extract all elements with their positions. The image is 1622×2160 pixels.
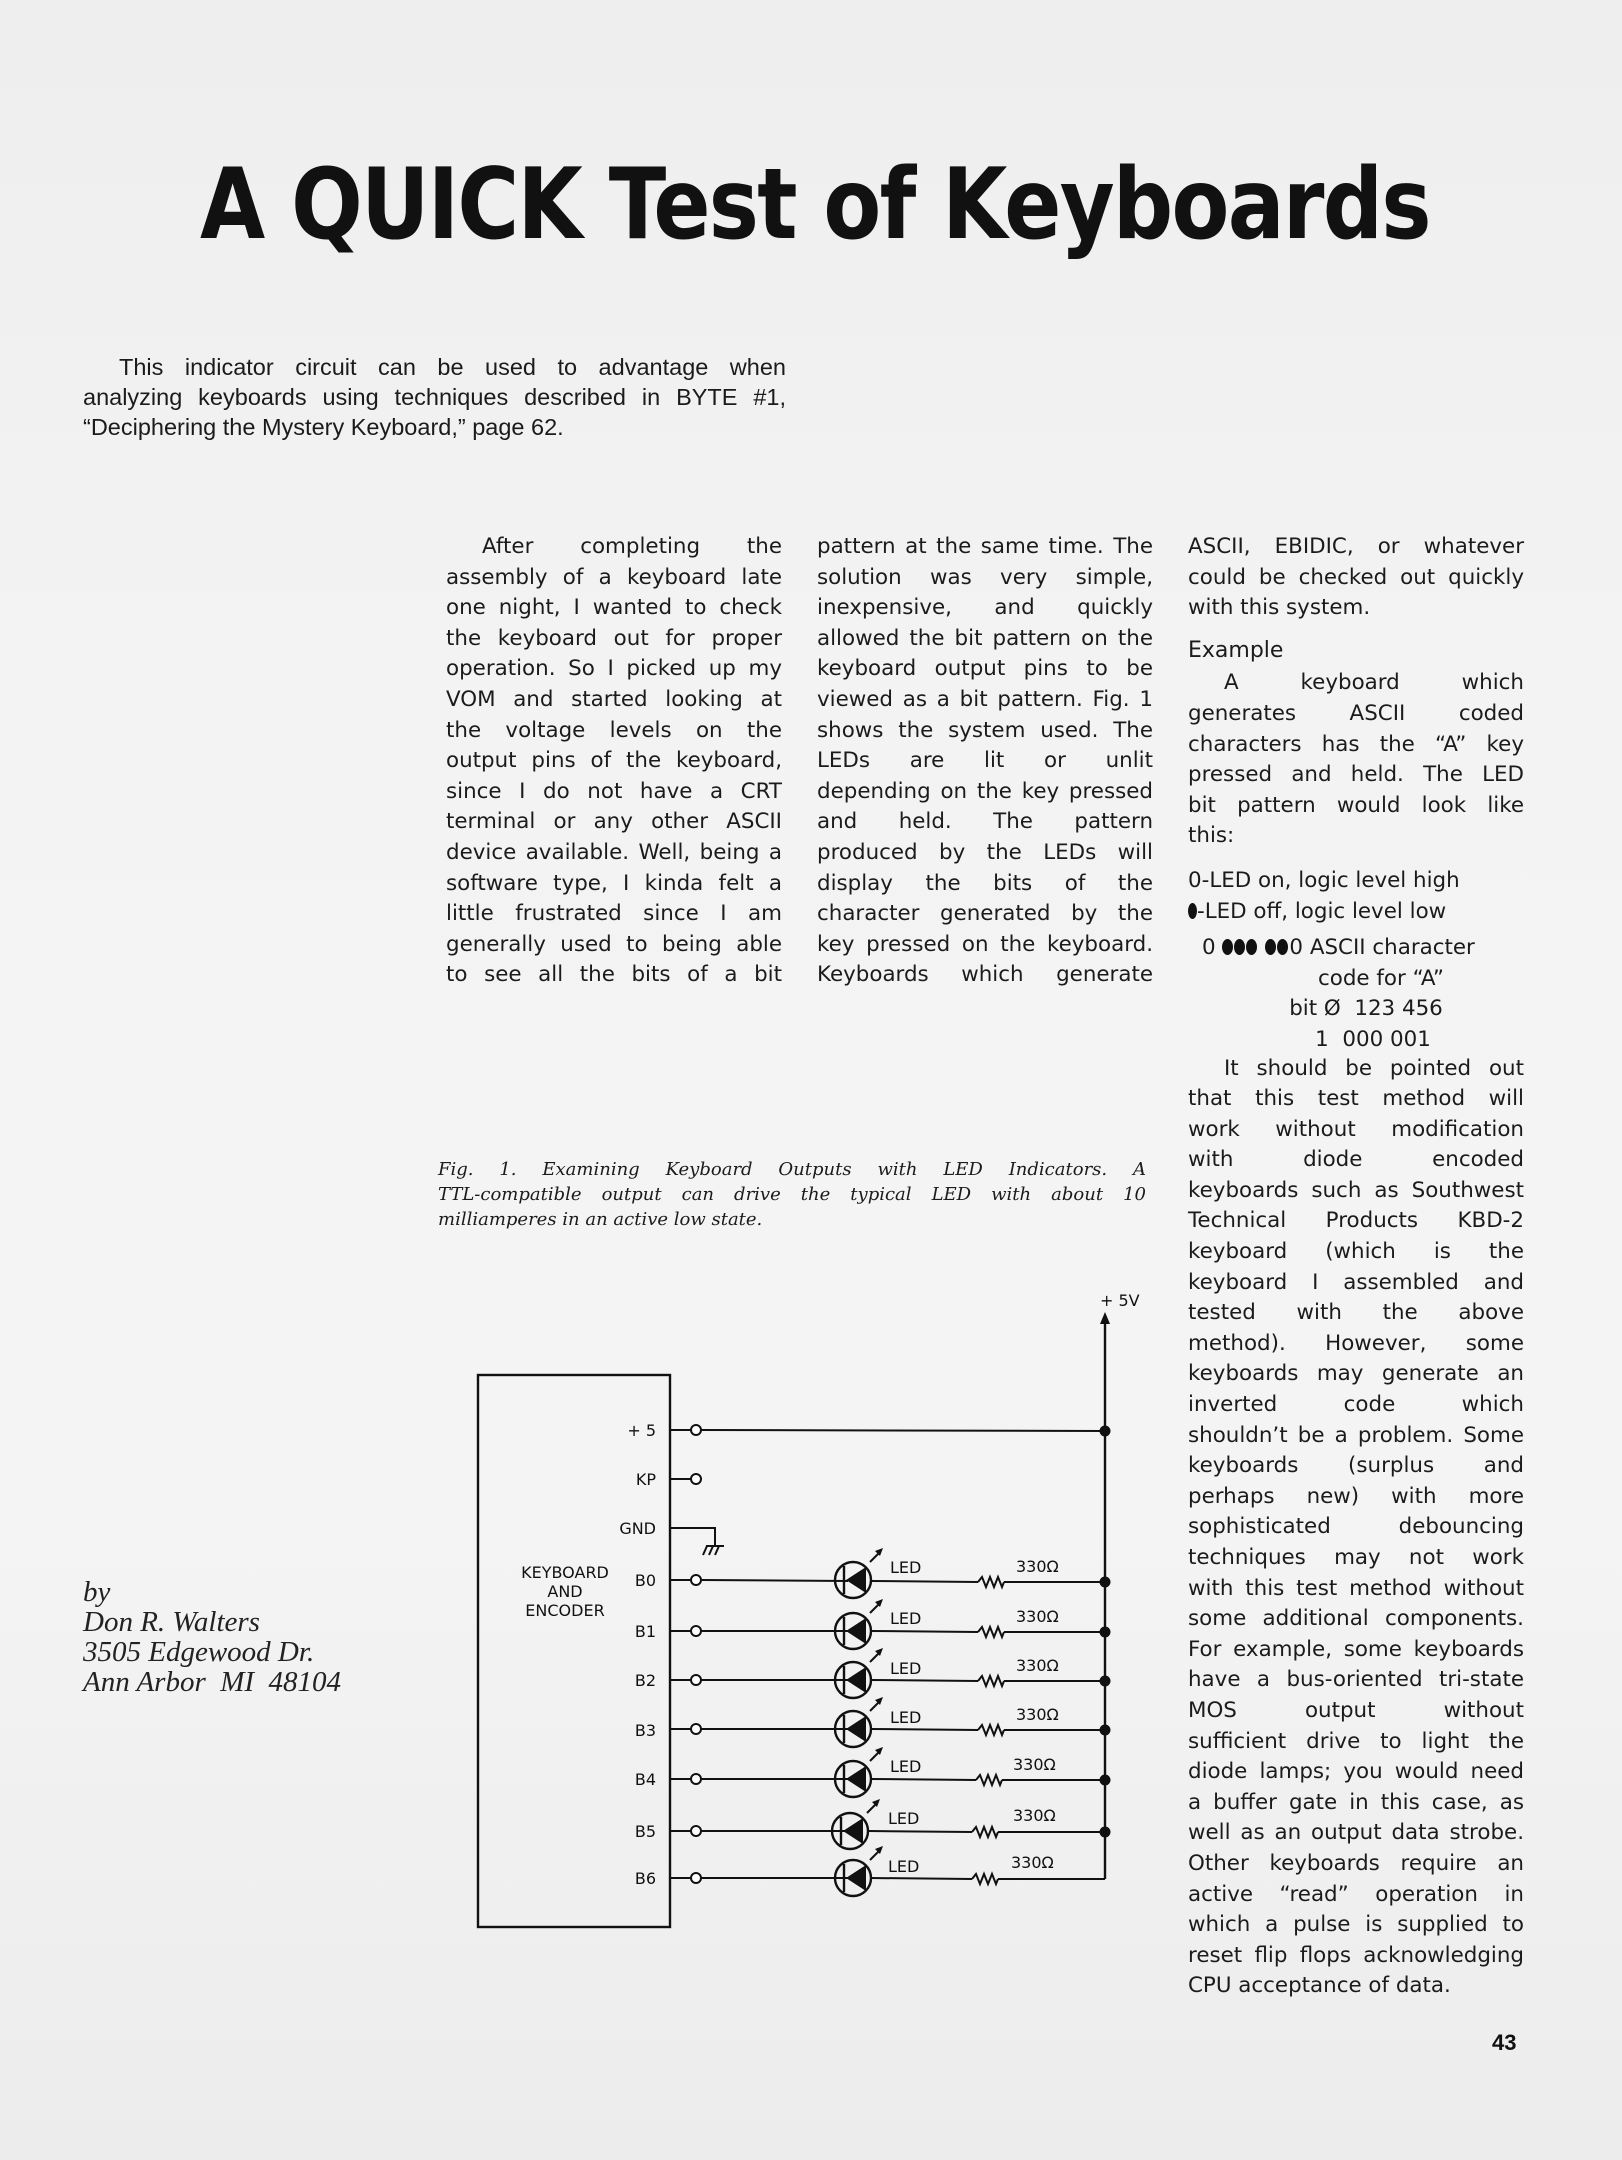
resistor-icon bbox=[972, 1827, 998, 1837]
intro-line: This indicator circuit can be used to advantage when bbox=[119, 354, 786, 380]
led-icon bbox=[835, 1747, 883, 1797]
text-line: MOS output without bbox=[1188, 1697, 1524, 1723]
text-line: Technical Products KBD-2 bbox=[1188, 1208, 1524, 1234]
text-line: to see all the bits of a bit bbox=[446, 962, 782, 988]
text-line: shows the system used. The bbox=[817, 717, 1153, 743]
text-line: techniques may not work bbox=[1188, 1545, 1524, 1570]
svg-text:B5: B5 bbox=[634, 1822, 656, 1841]
led-legend bbox=[1188, 866, 1524, 927]
bit-row-b0 bbox=[635, 1548, 1111, 1598]
svg-text:LED: LED bbox=[890, 1609, 922, 1628]
bit-row-b2 bbox=[635, 1648, 1111, 1698]
svg-text:B4: B4 bbox=[634, 1770, 656, 1789]
text-line: pattern at the same time. The bbox=[817, 534, 1153, 559]
text-line: since I do not have a CRT bbox=[446, 778, 782, 804]
text-line: perhaps new) with more bbox=[1188, 1483, 1524, 1509]
svg-text:B1: B1 bbox=[634, 1622, 656, 1641]
text-line: have a bus-oriented tri-state bbox=[1188, 1667, 1524, 1693]
svg-text:330Ω: 330Ω bbox=[1016, 1607, 1059, 1626]
text-line: assembly of a keyboard late bbox=[446, 564, 782, 590]
text-line: sufficient drive to light the bbox=[1188, 1728, 1524, 1754]
page-number: 43 bbox=[1492, 2030, 1517, 2055]
bit-row-b6 bbox=[635, 1846, 1105, 1896]
svg-text:B6: B6 bbox=[634, 1869, 656, 1888]
block-label: AND bbox=[547, 1582, 583, 1601]
bit-row-b3 bbox=[635, 1697, 1111, 1747]
byline-by: by bbox=[83, 1576, 111, 1608]
text-line: keyboard I assembled and bbox=[1188, 1269, 1524, 1295]
led-icon bbox=[835, 1697, 883, 1747]
text-line: one night, I wanted to check bbox=[446, 595, 782, 621]
text-line: viewed as a bit pattern. Fig. 1 bbox=[817, 686, 1153, 712]
text-line: inexpensive, and quickly bbox=[817, 595, 1153, 621]
text-line: LEDs are lit or unlit bbox=[817, 748, 1153, 774]
text-line: some additional components. bbox=[1188, 1606, 1524, 1632]
author-street: 3505 Edgewood Dr. bbox=[83, 1636, 315, 1668]
text-line: which a pulse is supplied to bbox=[1188, 1912, 1524, 1938]
text-line: CPU acceptance of data. bbox=[1188, 1973, 1451, 1999]
text-line: keyboard (which is the bbox=[1188, 1239, 1524, 1265]
led-icon bbox=[835, 1846, 883, 1896]
text-line: the keyboard out for proper bbox=[446, 625, 782, 651]
text-line: VOM and started looking at bbox=[446, 686, 782, 712]
svg-text:330Ω: 330Ω bbox=[1016, 1705, 1059, 1724]
text-line: tested with the above bbox=[1188, 1300, 1524, 1326]
caption-line: Fig. 1. Examining Keyboard Outputs with LED Indicators. A bbox=[438, 1159, 1146, 1180]
text-line: keyboards may generate an bbox=[1188, 1361, 1524, 1387]
body-column-3 bbox=[1188, 532, 1524, 2002]
supply-label: + 5V bbox=[1100, 1291, 1140, 1310]
bit-header: bit Ø 123 456 bbox=[1289, 996, 1443, 1022]
text-line: It should be pointed out bbox=[1224, 1055, 1524, 1081]
text-line: Keyboards which generate bbox=[817, 962, 1153, 988]
body-column-1 bbox=[446, 532, 782, 991]
text-line: that this test method will bbox=[1188, 1086, 1524, 1112]
text-line: bit pattern would look like bbox=[1188, 792, 1524, 818]
text-line: generates ASCII coded bbox=[1188, 700, 1524, 726]
led-icon bbox=[832, 1799, 880, 1849]
resistor-icon bbox=[976, 1775, 1002, 1785]
filled-dot-icon bbox=[1265, 939, 1276, 955]
figure-caption bbox=[438, 1157, 1146, 1232]
text-line: with diode encoded bbox=[1188, 1147, 1524, 1173]
text-line: A keyboard which bbox=[1224, 670, 1524, 696]
filled-dot-icon bbox=[1188, 903, 1197, 919]
led-icon bbox=[835, 1599, 883, 1649]
svg-text:330Ω: 330Ω bbox=[1013, 1755, 1056, 1774]
text-line: keyboards (surplus and bbox=[1188, 1453, 1524, 1479]
text-line: device available. Well, being a bbox=[446, 839, 782, 865]
block-label: ENCODER bbox=[525, 1601, 605, 1620]
resistor-icon bbox=[978, 1725, 1004, 1735]
body-column-2 bbox=[817, 532, 1153, 991]
svg-text:B3: B3 bbox=[634, 1721, 656, 1740]
filled-dot-icon bbox=[1246, 939, 1257, 955]
svg-text:330Ω: 330Ω bbox=[1016, 1557, 1059, 1576]
text-line: terminal or any other ASCII bbox=[446, 809, 782, 835]
text-line: sophisticated debouncing bbox=[1188, 1514, 1524, 1540]
svg-text:GND: GND bbox=[619, 1519, 656, 1538]
text-line: produced by the LEDs will bbox=[817, 839, 1153, 865]
text-line: character generated by the bbox=[817, 901, 1153, 927]
resistor-icon bbox=[978, 1577, 1004, 1587]
byline bbox=[83, 1577, 341, 1697]
svg-text:LED: LED bbox=[888, 1809, 920, 1828]
text-line: this: bbox=[1188, 823, 1235, 849]
svg-text:LED: LED bbox=[890, 1757, 922, 1776]
text-line: inverted code which bbox=[1188, 1392, 1524, 1418]
text-line: display the bits of the bbox=[817, 870, 1153, 896]
text-line: could be checked out quickly bbox=[1188, 564, 1524, 590]
code-for-line: code for “A” bbox=[1318, 965, 1444, 991]
svg-text:330Ω: 330Ω bbox=[1011, 1853, 1054, 1872]
section-heading-example: Example bbox=[1188, 637, 1284, 663]
resistor-icon bbox=[972, 1874, 998, 1884]
text-line: diode lamps; you would need bbox=[1188, 1759, 1524, 1785]
resistor-icon bbox=[978, 1627, 1004, 1637]
text-line: allowed the bit pattern on the bbox=[817, 625, 1153, 651]
arrow-up-icon bbox=[1100, 1312, 1110, 1324]
text-line: reset flip flops acknowledging bbox=[1188, 1942, 1524, 1968]
filled-dot-icon bbox=[1277, 939, 1288, 955]
text-line: shouldn’t be a problem. Some bbox=[1188, 1422, 1524, 1448]
text-line: method). However, some bbox=[1188, 1330, 1524, 1356]
led-icon bbox=[835, 1648, 883, 1698]
svg-text:330Ω: 330Ω bbox=[1013, 1806, 1056, 1825]
filled-dot-icon bbox=[1234, 939, 1245, 955]
resistor-icon bbox=[978, 1676, 1004, 1686]
ground-icon bbox=[703, 1546, 724, 1555]
circuit-diagram bbox=[460, 1270, 1160, 1950]
svg-text:LED: LED bbox=[890, 1558, 922, 1577]
text-line: a buffer gate in this case, as bbox=[1188, 1789, 1524, 1815]
svg-text:B2: B2 bbox=[634, 1671, 656, 1690]
svg-text:LED: LED bbox=[890, 1659, 922, 1678]
text-line: the voltage levels on the bbox=[446, 717, 782, 743]
svg-text:LED: LED bbox=[888, 1857, 920, 1876]
caption-line: TTL-compatible output can drive the typical LED with about 10 bbox=[438, 1184, 1146, 1205]
filled-dot-icon bbox=[1222, 939, 1233, 955]
intro-line: “Deciphering the Mystery Keyboard,” page 62. bbox=[83, 414, 564, 440]
intro-paragraph bbox=[83, 352, 786, 442]
text-line: Other keyboards require an bbox=[1188, 1850, 1524, 1876]
text-line: keyboards such as Southwest bbox=[1188, 1177, 1524, 1203]
text-line: software type, I kinda felt a bbox=[446, 870, 782, 896]
bit-row-b4 bbox=[635, 1747, 1111, 1797]
block-label: KEYBOARD bbox=[521, 1563, 609, 1582]
text-line: active “read” operation in bbox=[1188, 1881, 1524, 1907]
svg-text:KP: KP bbox=[635, 1470, 656, 1489]
text-line: generally used to being able bbox=[446, 931, 782, 957]
legend-off: -LED off, logic level low bbox=[1188, 897, 1524, 928]
text-line: work without modification bbox=[1188, 1116, 1524, 1142]
legend-on: 0-LED on, logic level high bbox=[1188, 867, 1460, 893]
text-line: ASCII, EBIDIC, or whatever bbox=[1188, 534, 1524, 559]
bit-row-b5 bbox=[635, 1799, 1111, 1849]
article-title: A QUICK Test of Keyboards bbox=[200, 148, 1430, 262]
led-icon bbox=[835, 1548, 883, 1598]
svg-text:B0: B0 bbox=[634, 1571, 656, 1590]
text-line: characters has the “A” key bbox=[1188, 731, 1524, 757]
svg-text:330Ω: 330Ω bbox=[1016, 1656, 1059, 1675]
text-line: depending on the key pressed bbox=[817, 778, 1153, 804]
text-line: well as an output data strobe. bbox=[1188, 1820, 1524, 1846]
text-line: with this system. bbox=[1188, 595, 1371, 621]
bit-row-b1 bbox=[635, 1599, 1111, 1649]
author-name: Don R. Walters bbox=[83, 1606, 260, 1638]
svg-text:+ 5: + 5 bbox=[627, 1421, 656, 1440]
text-line: operation. So I picked up my bbox=[446, 656, 782, 682]
text-line: little frustrated since I am bbox=[446, 901, 782, 927]
led-pattern: 0 0 ASCII character bbox=[1202, 935, 1475, 961]
text-line: and held. The pattern bbox=[817, 809, 1153, 835]
intro-line: analyzing keyboards using techniques described in BYTE #1, bbox=[83, 384, 786, 410]
text-line: output pins of the keyboard, bbox=[446, 748, 782, 774]
ascii-code-example bbox=[1188, 933, 1524, 964]
bit-values: 1 000 001 bbox=[1315, 1026, 1431, 1052]
text-line: For example, some keyboards bbox=[1188, 1636, 1524, 1662]
text-line: with this test method without bbox=[1188, 1575, 1524, 1601]
author-city: Ann Arbor MI 48104 bbox=[83, 1666, 342, 1698]
keyboard-encoder-block bbox=[478, 1375, 670, 1927]
text-line: pressed and held. The LED bbox=[1188, 762, 1524, 788]
text-line: keyboard output pins to be bbox=[817, 656, 1153, 682]
caption-line: milliamperes in an active low state. bbox=[438, 1209, 763, 1230]
text-line: After completing the bbox=[482, 534, 782, 559]
text-line: solution was very simple, bbox=[817, 564, 1153, 590]
svg-text:LED: LED bbox=[890, 1708, 922, 1727]
text-line: key pressed on the keyboard. bbox=[817, 931, 1153, 957]
